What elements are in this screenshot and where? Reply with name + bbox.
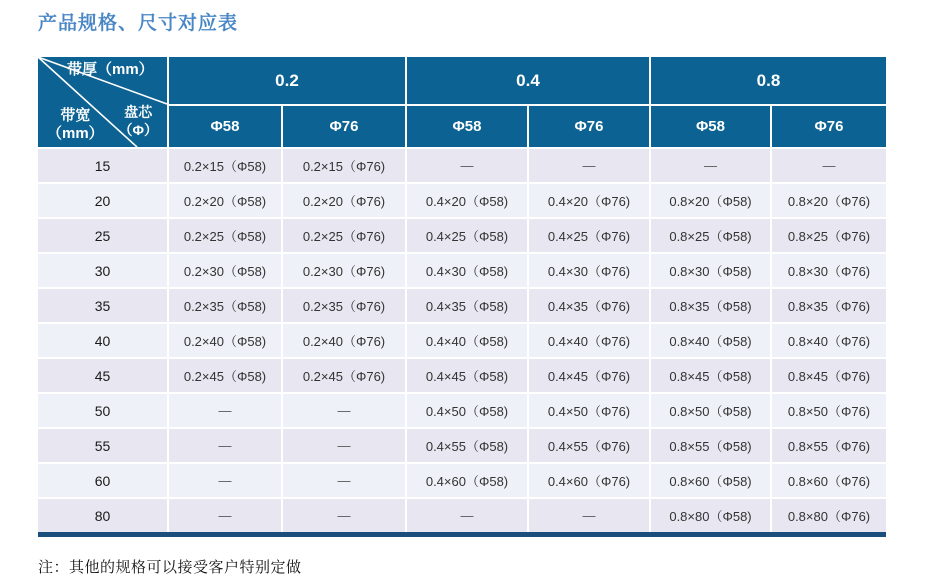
width-axis-label (47, 107, 104, 145)
spec-cell: 0.2×15（Φ58) (169, 149, 281, 182)
row-width-cell: 25 (38, 219, 167, 252)
spec-cell: 0.2×40（Φ76) (283, 324, 405, 357)
row-width-cell: 30 (38, 254, 167, 287)
thickness-axis-label: 带厚（mm） (67, 61, 154, 78)
spec-cell: 0.2×20（Φ76) (283, 184, 405, 217)
spec-cell: 0.2×30（Φ76) (283, 254, 405, 287)
spec-cell: 0.8×20（Φ76) (772, 184, 886, 217)
spec-cell: 0.4×20（Φ76) (529, 184, 649, 217)
spec-cell: 0.8×60（Φ58) (651, 464, 770, 497)
spec-table (38, 57, 886, 532)
spec-cell: 0.2×25（Φ58) (169, 219, 281, 252)
spec-cell: 0.4×20（Φ58) (407, 184, 527, 217)
row-width-cell: 40 (38, 324, 167, 357)
spec-cell: 0.4×35（Φ58) (407, 289, 527, 322)
spec-cell-empty: — (283, 429, 405, 462)
spec-cell: 0.8×40（Φ76) (772, 324, 886, 357)
width-axis-label-line2: （mm） (47, 125, 104, 143)
spec-cell: 0.2×40（Φ58) (169, 324, 281, 357)
spec-cell-empty: — (169, 464, 281, 497)
spec-cell: 0.4×45（Φ58) (407, 359, 527, 392)
core-header-0.8-58: Φ58 (651, 106, 770, 147)
spec-cell-empty: — (407, 499, 527, 532)
thickness-header-0.8: 0.8 (651, 57, 886, 104)
spec-table-section (38, 57, 886, 537)
spec-cell: 0.2×35（Φ58) (169, 289, 281, 322)
spec-cell: 0.8×55（Φ58) (651, 429, 770, 462)
spec-cell-empty: — (283, 499, 405, 532)
spec-cell: 0.8×35（Φ76) (772, 289, 886, 322)
spec-cell: 0.2×35（Φ76) (283, 289, 405, 322)
spec-cell: 0.8×30（Φ76) (772, 254, 886, 287)
spec-cell-empty: — (169, 394, 281, 427)
spec-cell: 0.8×80（Φ58) (651, 499, 770, 532)
spec-cell: 0.8×20（Φ58) (651, 184, 770, 217)
spec-cell: 0.8×25（Φ76) (772, 219, 886, 252)
spec-cell: 0.8×35（Φ58) (651, 289, 770, 322)
spec-cell-empty: — (651, 149, 770, 182)
row-width-cell: 20 (38, 184, 167, 217)
spec-cell: 0.4×40（Φ58) (407, 324, 527, 357)
row-width-cell: 50 (38, 394, 167, 427)
spec-cell: 0.2×45（Φ76) (283, 359, 405, 392)
width-axis-label-line1: 带宽 (60, 106, 91, 124)
spec-cell: 0.4×50（Φ58) (407, 394, 527, 427)
spec-cell-empty: — (407, 149, 527, 182)
spec-cell: 0.4×35（Φ76) (529, 289, 649, 322)
spec-cell-empty: — (169, 499, 281, 532)
core-header-0.2-76: Φ76 (283, 106, 405, 147)
spec-cell: 0.8×45（Φ58) (651, 359, 770, 392)
row-width-cell: 60 (38, 464, 167, 497)
page-title: 产品规格、尺寸对应表 (38, 13, 239, 34)
spec-cell-empty: — (283, 394, 405, 427)
spec-cell: 0.4×25（Φ58) (407, 219, 527, 252)
row-width-cell: 45 (38, 359, 167, 392)
spec-cell: 0.2×15（Φ76) (283, 149, 405, 182)
spec-cell: 0.8×60（Φ76) (772, 464, 886, 497)
spec-cell: 0.2×30（Φ58) (169, 254, 281, 287)
core-header-0.2-58: Φ58 (169, 106, 281, 147)
thickness-header-0.2: 0.2 (169, 57, 405, 104)
spec-cell-empty: — (772, 149, 886, 182)
row-width-cell: 15 (38, 149, 167, 182)
table-bottom-border (38, 532, 886, 537)
row-width-cell: 35 (38, 289, 167, 322)
spec-cell: 0.4×55（Φ58) (407, 429, 527, 462)
spec-cell: 0.4×60（Φ58) (407, 464, 527, 497)
spec-cell-empty: — (529, 499, 649, 532)
spec-cell: 0.4×30（Φ76) (529, 254, 649, 287)
spec-cell: 0.8×50（Φ76) (772, 394, 886, 427)
spec-cell: 0.4×45（Φ76) (529, 359, 649, 392)
spec-cell-empty: — (529, 149, 649, 182)
thickness-header-0.4: 0.4 (407, 57, 649, 104)
core-axis-label-line1: 盘芯 (124, 104, 153, 120)
spec-cell: 0.4×55（Φ76) (529, 429, 649, 462)
spec-cell: 0.4×40（Φ76) (529, 324, 649, 357)
spec-cell: 0.4×25（Φ76) (529, 219, 649, 252)
spec-cell: 0.8×25（Φ58) (651, 219, 770, 252)
spec-cell: 0.4×30（Φ58) (407, 254, 527, 287)
spec-cell: 0.8×55（Φ76) (772, 429, 886, 462)
footnote: 注：其他的规格可以接受客户特别定做 (38, 559, 302, 576)
corner-header-cell (38, 57, 167, 147)
core-header-0.4-58: Φ58 (407, 106, 527, 147)
core-axis-label-line2: （Φ） (118, 121, 158, 138)
row-width-cell: 80 (38, 499, 167, 532)
spec-cell: 0.2×45（Φ58) (169, 359, 281, 392)
spec-cell: 0.8×30（Φ58) (651, 254, 770, 287)
spec-cell-empty: — (169, 429, 281, 462)
spec-cell: 0.2×20（Φ58) (169, 184, 281, 217)
spec-cell: 0.8×50（Φ58) (651, 394, 770, 427)
spec-cell: 0.8×45（Φ76) (772, 359, 886, 392)
spec-cell: 0.8×80（Φ76) (772, 499, 886, 532)
spec-cell: 0.4×50（Φ76) (529, 394, 649, 427)
spec-cell: 0.8×40（Φ58) (651, 324, 770, 357)
core-header-0.8-76: Φ76 (772, 106, 886, 147)
core-header-0.4-76: Φ76 (529, 106, 649, 147)
spec-cell-empty: — (283, 464, 405, 497)
spec-cell: 0.2×25（Φ76) (283, 219, 405, 252)
spec-cell: 0.4×60（Φ76) (529, 464, 649, 497)
core-axis-label (119, 104, 159, 139)
row-width-cell: 55 (38, 429, 167, 462)
